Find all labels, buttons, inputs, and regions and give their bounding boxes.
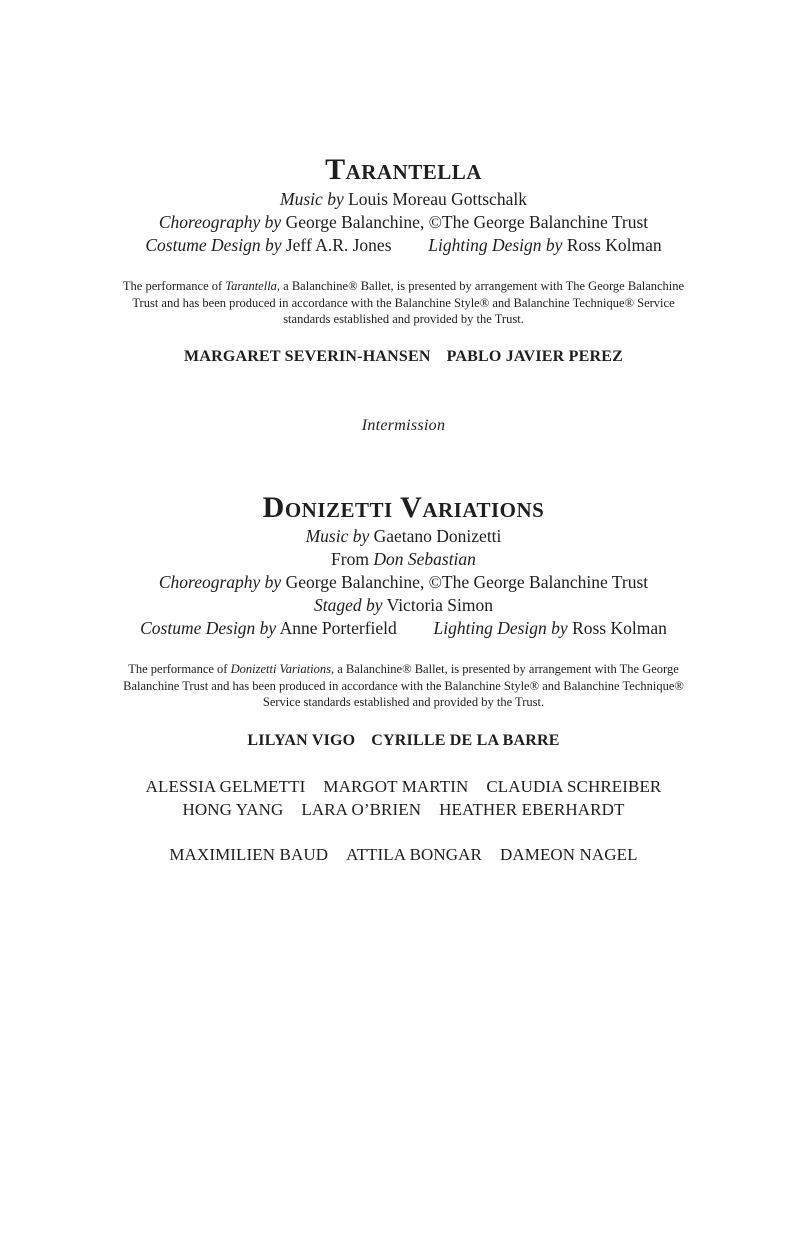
credit-value: George Balanchine, ©The George Balanchine Trust	[285, 212, 649, 232]
note-line: The performance of Donizetti Variations, a Balanchine® Ballet, is presented by arrangement with The George	[128, 662, 679, 676]
note-line: The performance of Tarantella, a Balanchine® Ballet, is presented by arrangement with The George Balanchine	[122, 279, 685, 293]
tarantella-title: Tarantella	[325, 153, 482, 186]
credit-value: Gaetano Donizetti	[373, 526, 502, 546]
credit-label: Lighting Design by	[433, 618, 568, 638]
donizetti-design-credits	[0, 618, 807, 639]
tarantella-music-credit	[0, 189, 807, 210]
ensemble-row-3	[0, 845, 807, 865]
tarantella-principals	[0, 348, 807, 366]
credit-label: Lighting Design by	[428, 235, 563, 255]
note-line: standards established and provided by the Trust.	[283, 312, 524, 326]
ballet-title: Donizetti Variations	[230, 662, 331, 676]
tarantella-trust-note	[0, 278, 807, 328]
donizetti-music-credit	[0, 526, 807, 547]
credit-label: Costume Design by	[140, 618, 277, 638]
donizetti-staging-credit	[0, 595, 807, 616]
intermission-label: Intermission	[361, 417, 446, 434]
donizetti-title: Donizetti Variations	[262, 491, 545, 524]
credit-value: Louis Moreau Gottschalk	[348, 189, 527, 209]
dancer-name: HONG YANG	[182, 800, 284, 819]
donizetti-source-credit	[0, 549, 807, 570]
donizetti-principals	[0, 732, 807, 750]
note-line: Service standards established and provided by the Trust.	[262, 695, 545, 709]
credit-label: From	[331, 549, 369, 569]
credit-label: Music by	[280, 189, 344, 209]
dancer-name: MARGOT MARTIN	[323, 777, 469, 796]
dancer-name: ALESSIA GELMETTI	[145, 777, 306, 796]
ensemble-row-1	[0, 777, 807, 797]
tarantella-design-credits	[0, 235, 807, 256]
credit-value: Anne Porterfield	[279, 618, 397, 638]
credit-label: Choreography by	[158, 572, 282, 592]
dancer-name: LILYAN VIGO	[247, 732, 356, 749]
dancer-name: DAMEON NAGEL	[499, 845, 638, 864]
ballet-title: Tarantella	[225, 279, 277, 293]
donizetti-choreography-credit	[0, 572, 807, 593]
credit-value: Don Sebastian	[373, 549, 476, 569]
dancer-name: CLAUDIA SCHREIBER	[486, 777, 662, 796]
credit-label: Staged by	[314, 595, 383, 615]
credit-value: George Balanchine, ©The George Balanchine Trust	[285, 572, 649, 592]
dancer-name: HEATHER EBERHARDT	[439, 800, 625, 819]
credit-label: Costume Design by	[145, 235, 282, 255]
note-line: Balanchine Trust and has been produced in accordance with the Balanchine Style® and Balanchine Technique®	[123, 678, 684, 693]
dancer-name: CYRILLE DE LA BARRE	[371, 732, 560, 749]
credit-label: Choreography by	[158, 212, 282, 232]
ensemble-row-2	[0, 800, 807, 820]
credit-value: Ross Kolman	[566, 235, 662, 255]
dancer-name: PABLO JAVIER PEREZ	[446, 348, 623, 365]
credit-label: Music by	[305, 526, 370, 546]
dancer-name: LARA O’BRIEN	[301, 800, 422, 819]
credit-value: Jeff A.R. Jones	[285, 235, 392, 255]
donizetti-trust-note	[0, 661, 807, 711]
dancer-name: MAXIMILIEN BAUD	[169, 845, 329, 864]
dancer-name: ATTILA BONGAR	[346, 845, 482, 864]
tarantella-choreography-credit	[0, 212, 807, 233]
credit-value: Victoria Simon	[386, 595, 493, 615]
note-line: Trust and has been produced in accordance with the Balanchine Style® and Balanchine Technique® Service	[132, 295, 675, 310]
dancer-name: MARGARET SEVERIN-HANSEN	[184, 348, 431, 365]
credit-value: Ross Kolman	[572, 618, 667, 638]
